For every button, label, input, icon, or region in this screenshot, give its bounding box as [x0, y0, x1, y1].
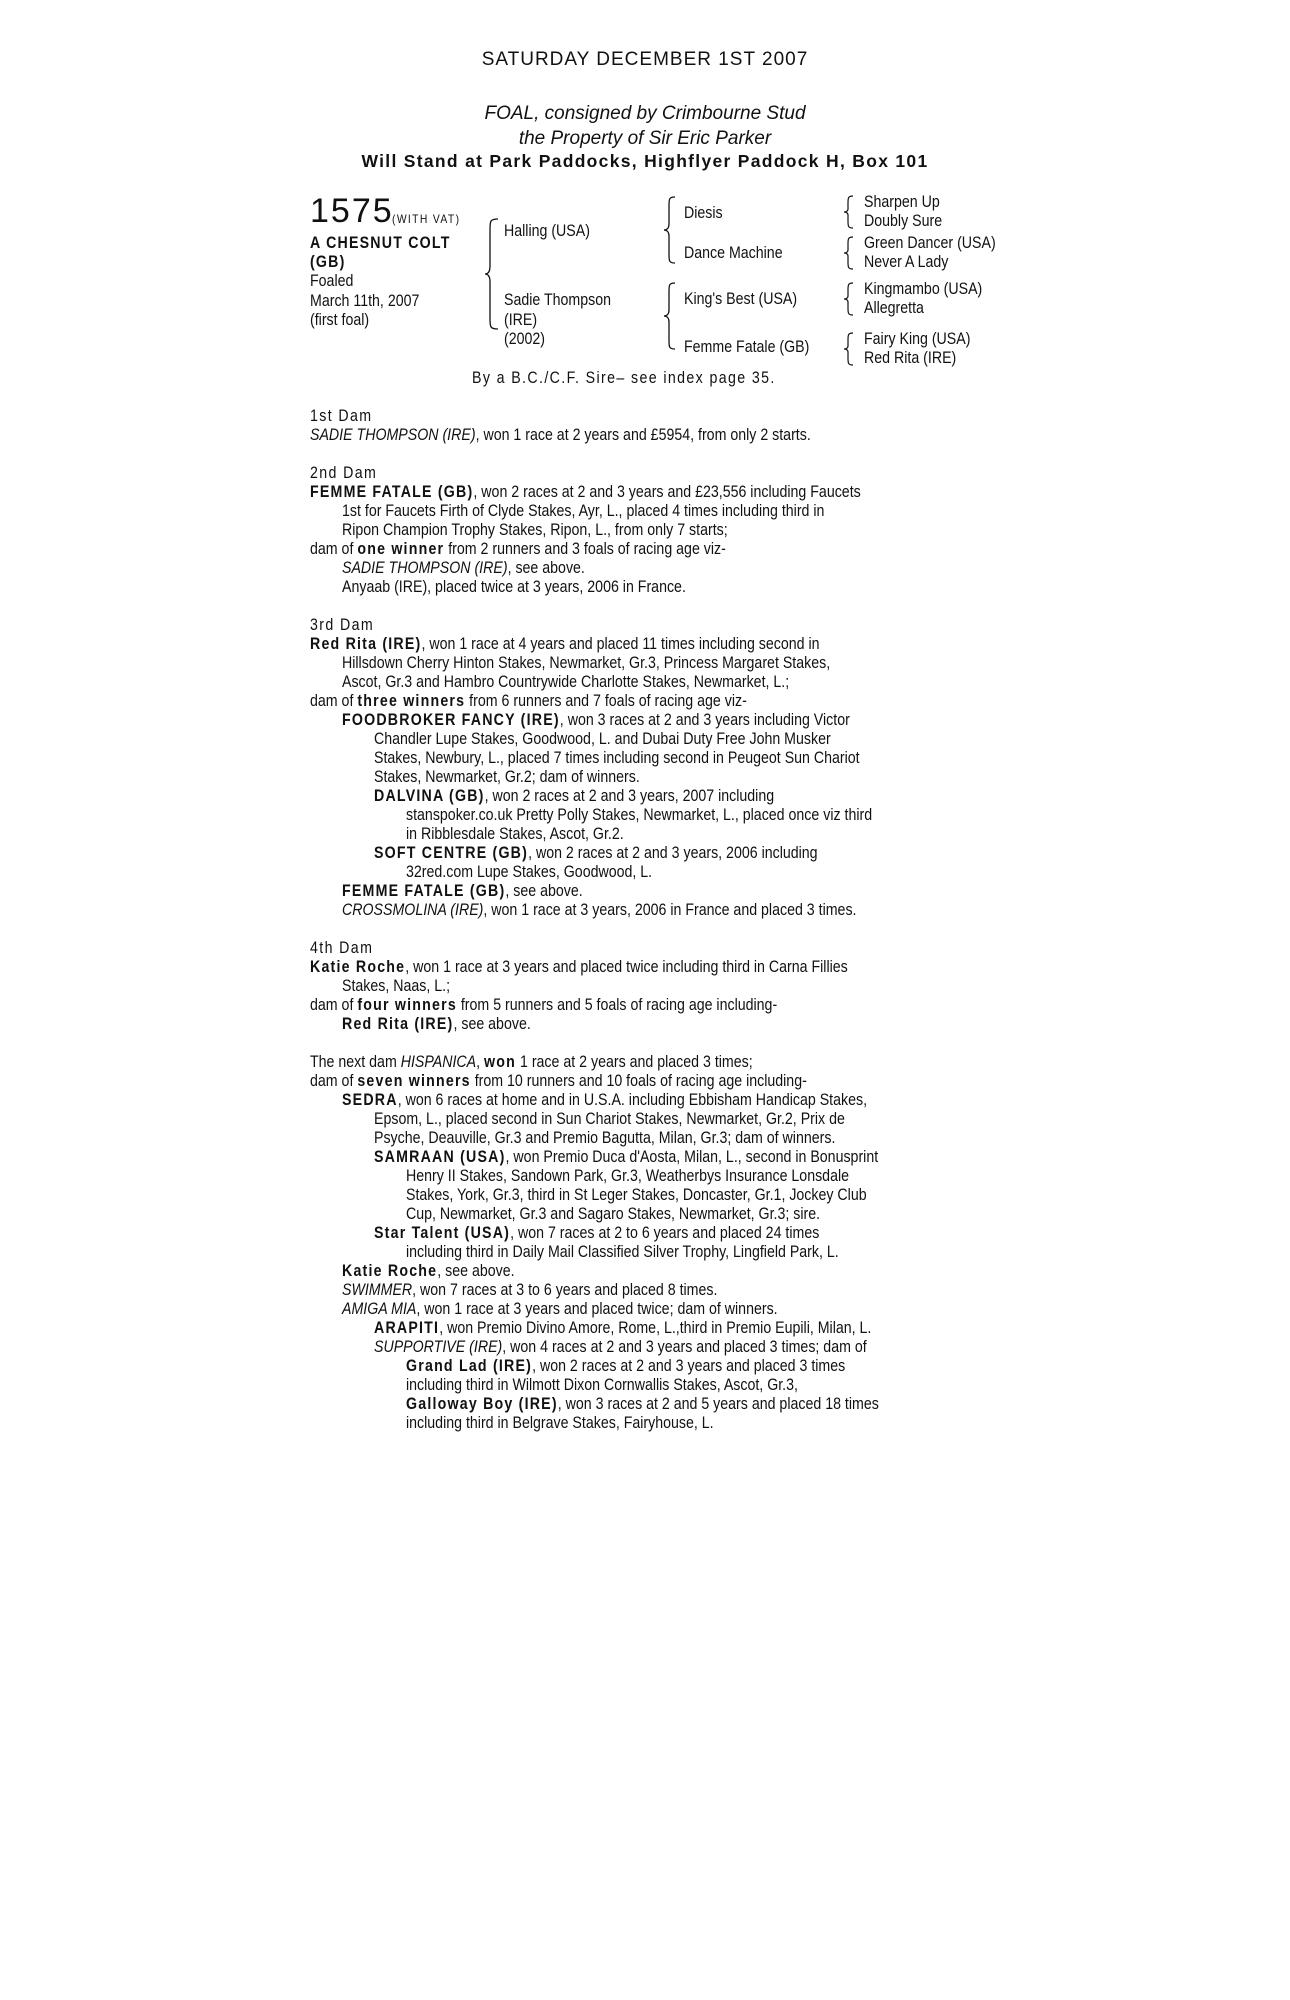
ggs-brace-3	[843, 282, 855, 316]
lot-description-country: (GB)	[310, 253, 346, 271]
third-dam-line: FEMME FATALE (GB), see above.	[342, 882, 583, 900]
next-dam-line: The next dam HISPANICA, won 1 race at 2 years and placed 3 times;	[310, 1053, 753, 1071]
pedigree-dam-country: (IRE)	[504, 311, 538, 329]
next-dam-line: Cup, Newmarket, Gr.3 and Sagaro Stakes, Newmarket, Gr.3; sire.	[406, 1205, 821, 1223]
pedigree-sire-dam: Dance Machine	[684, 244, 783, 262]
first-dam-heading: 1st Dam	[310, 407, 373, 425]
third-dam-line: stanspoker.co.uk Pretty Polly Stakes, Newmarket, L., placed once viz third	[406, 806, 873, 824]
consignor-line-1: FOAL, consigned by Crimbourne Stud	[484, 103, 806, 124]
next-dam-line: Star Talent (USA), won 7 races at 2 to 6 years and placed 24 times	[374, 1224, 820, 1242]
next-dam-line: AMIGA MIA, won 1 race at 3 years and placed twice; dam of winners.	[342, 1300, 778, 1318]
next-dam-line: SEDRA, won 6 races at home and in U.S.A. including Ebbisham Handicap Stakes,	[342, 1091, 868, 1109]
third-dam-line: CROSSMOLINA (IRE), won 1 race at 3 years, 2006 in France and placed 3 times.	[342, 901, 857, 919]
sale-date: SATURDAY DECEMBER 1ST 2007	[481, 49, 809, 70]
second-dam-line: FEMME FATALE (GB), won 2 races at 2 and 3 years and £23,556 including Faucets	[310, 483, 861, 501]
third-dam-line: Red Rita (IRE), won 1 race at 4 years and placed 11 times including second in	[310, 635, 820, 653]
pedigree-dam-year: (2002)	[504, 330, 546, 348]
ggs-brace-4	[843, 332, 855, 366]
pedigree-ggs-8: Red Rita (IRE)	[864, 349, 957, 367]
first-dam-record: SADIE THOMPSON (IRE), won 1 race at 2 years and £5954, from only 2 starts.	[310, 426, 811, 444]
vat-note: (WITH VAT)	[392, 212, 461, 226]
next-dam-line: Psyche, Deauville, Gr.3 and Premio Bagutta, Milan, Gr.3; dam of winners.	[374, 1129, 836, 1147]
lot-number: 1575	[310, 192, 394, 230]
third-dam-line: FOODBROKER FANCY (IRE), won 3 races at 2 and 3 years including Victor	[342, 711, 850, 729]
second-dam-line: 1st for Faucets Firth of Clyde Stakes, Ayr, L., placed 4 times including third in	[342, 502, 825, 520]
pedigree-ggs-6: Allegretta	[864, 299, 924, 317]
next-dam-line: including third in Wilmott Dixon Cornwallis Stakes, Ascot, Gr.3,	[406, 1376, 798, 1394]
next-dam-line: including third in Daily Mail Classified Silver Trophy, Lingfield Park, L.	[406, 1243, 839, 1261]
second-dam-line: Ripon Champion Trophy Stakes, Ripon, L., from only 7 starts;	[342, 521, 728, 539]
third-dam-line: Stakes, Newbury, L., placed 7 times including second in Peugeot Sun Chariot	[374, 749, 860, 767]
next-dam-line: SUPPORTIVE (IRE), won 4 races at 2 and 3 years and placed 3 times; dam of	[374, 1338, 867, 1356]
second-dam-heading: 2nd Dam	[310, 464, 378, 482]
ggs-brace-1	[843, 195, 855, 229]
pedigree-dam-dam: Femme Fatale (GB)	[684, 338, 810, 356]
second-dam-line: Anyaab (IRE), placed twice at 3 years, 2006 in France.	[342, 578, 686, 596]
sire-note: By a B.C./C.F. Sire– see index page 35.	[472, 369, 776, 387]
next-dam-line: including third in Belgrave Stakes, Fairyhouse, L.	[406, 1414, 714, 1432]
fourth-dam-line: Stakes, Naas, L.;	[342, 977, 451, 995]
pedigree-sire-sire: Diesis	[684, 204, 723, 222]
pedigree-ggs-7: Fairy King (USA)	[864, 330, 971, 348]
third-dam-line: Stakes, Newmarket, Gr.2; dam of winners.	[374, 768, 640, 786]
next-dam-line: ARAPITI, won Premio Divino Amore, Rome, L.,third in Premio Eupili, Milan, L.	[374, 1319, 872, 1337]
pedigree-ggs-5: Kingmambo (USA)	[864, 280, 983, 298]
pedigree-ggs-3: Green Dancer (USA)	[864, 234, 996, 252]
fourth-dam-line: Red Rita (IRE), see above.	[342, 1015, 531, 1033]
pedigree-ggs-4: Never A Lady	[864, 253, 949, 271]
ggs-brace-2	[843, 236, 855, 270]
third-dam-line: Chandler Lupe Stakes, Goodwood, L. and Dubai Duty Free John Musker	[374, 730, 831, 748]
sire-dam-brace	[484, 218, 500, 330]
foal-note: (first foal)	[310, 311, 370, 329]
third-dam-line: Hillsdown Cherry Hinton Stakes, Newmarket, Gr.3, Princess Margaret Stakes,	[342, 654, 831, 672]
next-dam-line: Epsom, L., placed second in Sun Chariot Stakes, Newmarket, Gr.2, Prix de	[374, 1110, 845, 1128]
fourth-dam-heading: 4th Dam	[310, 939, 374, 957]
second-dam-line: SADIE THOMPSON (IRE), see above.	[342, 559, 585, 577]
third-dam-line: in Ribblesdale Stakes, Ascot, Gr.2.	[406, 825, 624, 843]
pedigree-dam-sire: King's Best (USA)	[684, 290, 798, 308]
pedigree-dam: Sadie Thompson	[504, 291, 612, 309]
fourth-dam-line: Katie Roche, won 1 race at 3 years and placed twice including third in Carna Fillies	[310, 958, 848, 976]
pedigree-ggs-2: Doubly Sure	[864, 212, 943, 230]
next-dam-line: SAMRAAN (USA), won Premio Duca d'Aosta, Milan, L., second in Bonusprint	[374, 1148, 879, 1166]
third-dam-line: Ascot, Gr.3 and Hambro Countrywide Charlotte Stakes, Newmarket, L.;	[342, 673, 790, 691]
next-dam-line: Katie Roche, see above.	[342, 1262, 515, 1280]
third-dam-line: DALVINA (GB), won 2 races at 2 and 3 years, 2007 including	[374, 787, 775, 805]
sire-parents-brace	[663, 196, 677, 264]
next-dam-line: Stakes, York, Gr.3, third in St Leger Stakes, Doncaster, Gr.1, Jockey Club	[406, 1186, 867, 1204]
pedigree-sire: Halling (USA)	[504, 222, 590, 240]
dam-parents-brace	[663, 282, 677, 350]
third-dam-heading: 3rd Dam	[310, 616, 375, 634]
third-dam-line: SOFT CENTRE (GB), won 2 races at 2 and 3 years, 2006 including	[374, 844, 818, 862]
next-dam-line: dam of seven winners from 10 runners and 10 foals of racing age including-	[310, 1072, 807, 1090]
third-dam-line: dam of three winners from 6 runners and 7 foals of racing age viz-	[310, 692, 747, 710]
next-dam-line: Galloway Boy (IRE), won 3 races at 2 and 5 years and placed 18 times	[406, 1395, 879, 1413]
foaled-date: March 11th, 2007	[310, 292, 420, 310]
next-dam-line: Henry II Stakes, Sandown Park, Gr.3, Weatherbys Insurance Lonsdale	[406, 1167, 850, 1185]
pedigree-ggs-1: Sharpen Up	[864, 193, 940, 211]
location-line: Will Stand at Park Paddocks, Highflyer Paddock H, Box 101	[361, 151, 929, 171]
fourth-dam-line: dam of four winners from 5 runners and 5 foals of racing age including-	[310, 996, 778, 1014]
foaled-label: Foaled	[310, 272, 354, 290]
next-dam-line: SWIMMER, won 7 races at 3 to 6 years and placed 8 times.	[342, 1281, 718, 1299]
consignor-line-2: the Property of Sir Eric Parker	[518, 128, 772, 149]
third-dam-line: 32red.com Lupe Stakes, Goodwood, L.	[406, 863, 653, 881]
second-dam-line: dam of one winner from 2 runners and 3 foals of racing age viz-	[310, 540, 726, 558]
next-dam-line: Grand Lad (IRE), won 2 races at 2 and 3 years and placed 3 times	[406, 1357, 846, 1375]
lot-description: A CHESNUT COLT	[310, 234, 451, 252]
